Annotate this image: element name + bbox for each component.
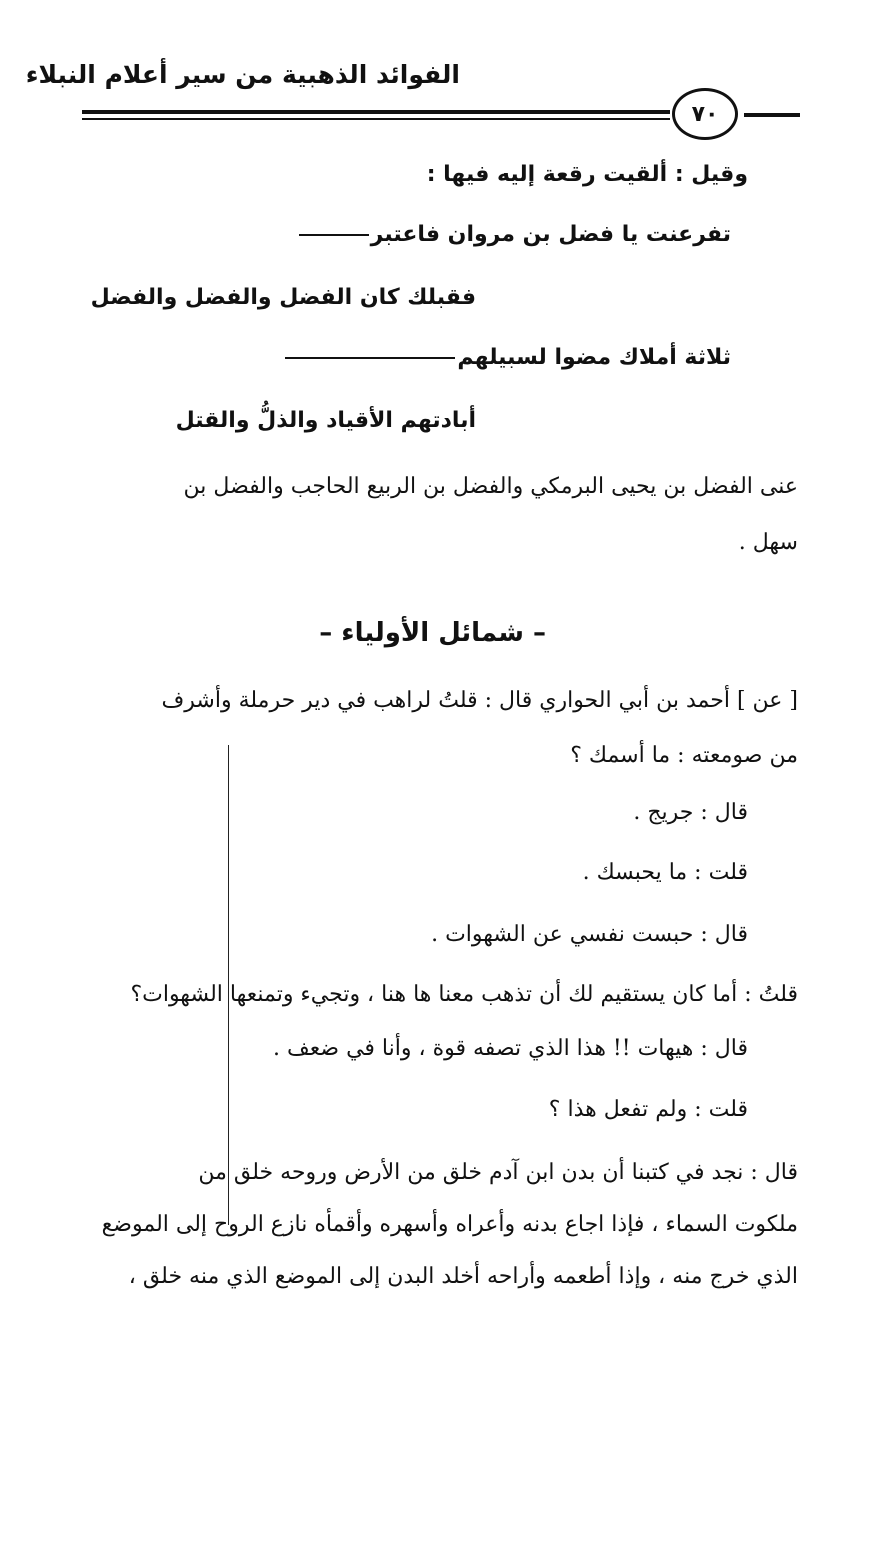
story-line-2: من صومعته : ما أسمك ؟ (570, 743, 798, 768)
running-header-title: الفوائد الذهبية من سير أعلام النبلاء (25, 60, 460, 89)
intro-line: وقيل : ألقيت رقعة إليه فيها : (426, 162, 748, 187)
poem-verse-1b: فقبلك كان الفضل والفضل والفضل (90, 285, 476, 310)
header-rule-thick (82, 110, 670, 114)
poem-verse-1a-text: تفرعنت يا فضل بن مروان فاعتبر (370, 222, 731, 247)
kashida-stretch (299, 234, 369, 236)
section-heading: – شمائل الأولياء – (319, 618, 546, 648)
paragraph-line-1: قال : نجد في كتبنا أن بدن ابن آدم خلق من الأرض وروحه خلق من (198, 1160, 798, 1185)
dialogue-line-5: قال : هيهات !! هذا الذي تصفه قوة ، وأنا في ضعف . (273, 1036, 748, 1061)
poem-verse-1a (299, 222, 731, 247)
explanation-line-1: عنى الفضل بن يحيى البرمكي والفضل بن الربيع الحاجب والفضل بن (183, 474, 798, 499)
kashida-stretch (285, 357, 455, 359)
poem-verse-2a-text: ثلاثة أملاك مضوا لسبيلهم (457, 345, 731, 370)
dialogue-line-1: قال : جريج . (633, 800, 748, 825)
header-rule-right (744, 113, 800, 117)
dialogue-line-3: قال : حبست نفسي عن الشهوات . (431, 922, 748, 947)
paragraph-line-3: الذي خرج منه ، وإذا أطعمه وأراحه أخلد البدن إلى الموضع الذي منه خلق ، (128, 1264, 798, 1289)
scan-artifact-line (228, 745, 229, 1225)
poem-verse-2b-text: أبادتهم الأقياد والذلُّ والقتل (175, 408, 476, 433)
dialogue-line-6: قلت : ولم تفعل هذا ؟ (548, 1097, 748, 1122)
paragraph-line-2: ملكوت السماء ، فإذا اجاع بدنه وأعراه وأسهره وأقمأه نازع الروح إلى الموضع (101, 1212, 798, 1237)
header-rule-thin (82, 118, 670, 120)
dialogue-line-4: قلتُ : أما كان يستقيم لك أن تذهب معنا ها هنا ، وتجيء وتمنعها الشهوات؟ (130, 982, 798, 1007)
story-line-1: [ عن ] أحمد بن أبي الحواري قال : قلتُ لراهب في دير حرملة وأشرف (161, 688, 798, 713)
page-number-circle: ٧٠ (672, 88, 738, 140)
poem-verse-2b (176, 408, 476, 433)
poem-verse-2a (285, 345, 731, 370)
dialogue-line-2: قلت : ما يحبسك . (582, 860, 748, 885)
explanation-line-2: سهل . (738, 530, 798, 555)
